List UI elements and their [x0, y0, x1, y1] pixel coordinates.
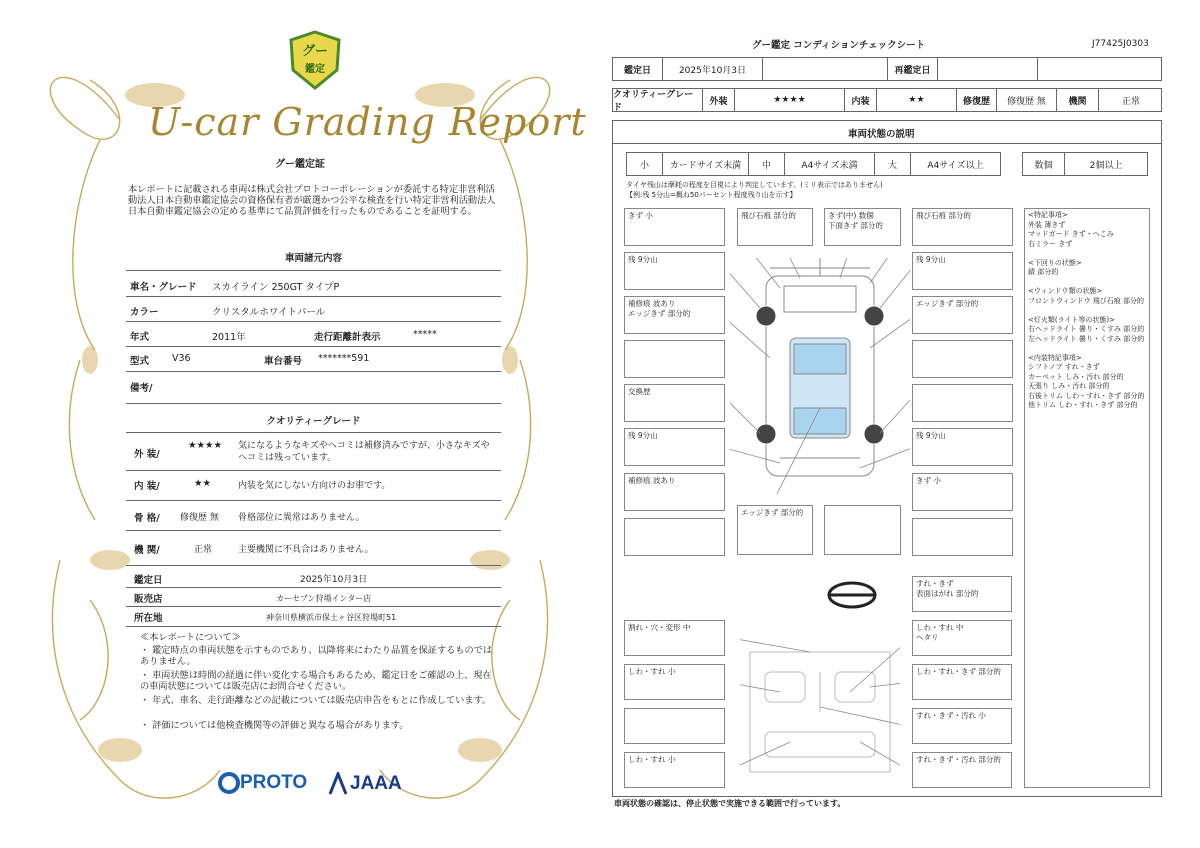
- tire-note: タイヤ残山は摩耗の程度を目視により判定しています。(ミリ表示ではありません): [626, 181, 883, 189]
- damage-box: [912, 473, 1013, 511]
- interior-text: すれ・きず 表面はがれ 部分的: [916, 579, 979, 598]
- model-label: 型式: [130, 356, 150, 367]
- interior-box: [912, 664, 1012, 700]
- size-mid-desc: A4サイズ未満: [785, 153, 875, 175]
- note-item: ・ 年式、車名、走行距離などの記載については販売店申告をもとに作成しています。: [140, 695, 492, 706]
- badge-top-text: グー: [301, 44, 328, 59]
- damage-text: きず 小: [628, 211, 653, 220]
- empty-cell: [763, 58, 888, 80]
- address-value: 神奈川県横浜市保土ヶ谷区狩場町51: [266, 613, 397, 622]
- interior-text: すれ・きず・汚れ 部分的: [916, 755, 1001, 764]
- mileage-value: *****: [413, 329, 437, 340]
- tire-note-example: 【例:残 5分山=概ね50パーセント程度残り山を示す】: [626, 191, 797, 199]
- damage-text: 交換歴: [628, 387, 651, 396]
- footer-note: 車両状態の確認は、停止状態で実施できる範囲で行っています。: [614, 799, 846, 808]
- divider: [126, 565, 501, 566]
- car-name-value: スカイライン 250GT タイプP: [212, 282, 340, 293]
- divider: [126, 432, 501, 433]
- ext-label: 外装: [703, 89, 735, 111]
- color-label: カラー: [130, 307, 159, 318]
- date-label: 鑑定日: [613, 58, 663, 80]
- count-label: 数個: [1023, 153, 1065, 175]
- damage-box: [624, 428, 725, 466]
- date-value: 2025年10月3日: [300, 575, 368, 585]
- color-value: クリスタルホワイトパール: [212, 307, 326, 318]
- divider: [126, 606, 501, 607]
- damage-box: [912, 428, 1013, 466]
- year-label: 年式: [130, 332, 150, 343]
- interior-box: [624, 620, 725, 656]
- repair-label: 修復歴: [957, 89, 997, 111]
- note-item: ・ 鑑定時点の車両状態を示すものであり、以降将来にわたり品質を保証するものではありません。: [140, 645, 493, 667]
- damage-text: 残 9分山: [916, 255, 946, 264]
- damage-box: [737, 208, 813, 246]
- spec-section-title: 車両諸元内容: [284, 253, 342, 264]
- goo-kantei-badge: [287, 30, 343, 90]
- engine-label: 機 関/: [134, 545, 160, 556]
- damage-box: [624, 340, 725, 378]
- damage-text: 残 9分山: [628, 431, 658, 440]
- damage-box: [912, 518, 1013, 556]
- special-notes-box: [1024, 208, 1150, 788]
- divider: [126, 403, 501, 404]
- interior-text: すれ・きず・汚れ 小: [916, 711, 986, 720]
- divider: [126, 296, 501, 297]
- interior-label: 内 装/: [134, 481, 160, 492]
- damage-text: エッジきず 部分的: [741, 508, 804, 517]
- frame-label: 骨 格/: [134, 513, 160, 524]
- damage-text: きず 小: [916, 476, 941, 485]
- quality-section-title: クオリティーグレード: [266, 416, 361, 427]
- interior-text: しわ・すれ 中 ヘタリ: [916, 623, 964, 642]
- interior-box: [624, 752, 725, 788]
- divider: [126, 270, 501, 271]
- damage-box: [624, 252, 725, 290]
- engine-value: 正常: [194, 545, 213, 555]
- damage-text: 補修痕 波あり エッジきず 部分的: [628, 299, 691, 318]
- condition-check-sheet: [600, 0, 1200, 848]
- sheet-id: J77425J0303: [1092, 39, 1149, 49]
- interior-box: [912, 708, 1012, 744]
- chassis-label: 車台番号: [264, 356, 303, 367]
- shop-label: 販売店: [134, 594, 163, 605]
- damage-text: 残 9分山: [916, 431, 946, 440]
- divider: [126, 371, 501, 372]
- size-legend: [626, 152, 1001, 176]
- damage-box: [624, 518, 725, 556]
- date-row: [612, 57, 1162, 81]
- redate-value: [938, 58, 1038, 80]
- damage-text: 飛び石痕 部分的: [741, 211, 796, 220]
- redate-label: 再鑑定日: [888, 58, 938, 80]
- interior-box: [912, 576, 1012, 612]
- proto-logo: [218, 772, 307, 794]
- jaaa-logo-icon: [328, 772, 348, 796]
- damage-text: きず(中) 数個 下面きず 部分的: [828, 211, 883, 230]
- interior-text: しわ・すれ・きず 部分的: [916, 667, 1001, 676]
- certificate-title: グー鑑定証: [275, 159, 325, 170]
- proto-logo-icon: [218, 772, 240, 794]
- size-mid: 中: [749, 153, 785, 175]
- size-large: 大: [875, 153, 911, 175]
- jaaa-logo-text: JAAA: [350, 773, 402, 794]
- note-item: ・ 車両状態は時間の経過に伴い変化する場合もあるため、鑑定日をご確認の上、現在の車両状態については販売店にお問合せください。: [140, 670, 492, 692]
- state-title: 車両状態の説明: [848, 129, 915, 140]
- damage-box: [824, 505, 901, 555]
- count-legend: [1022, 152, 1148, 176]
- notes-title: ≪本レポートについて≫: [140, 632, 241, 643]
- damage-box: [912, 384, 1013, 422]
- repair-value: 修復歴 無: [997, 89, 1057, 111]
- divider: [612, 143, 1162, 144]
- intro-text: 本レポートに記載される車両は株式会社プロトコーポレーションが委託する特定非営利活動法人日本自動車鑑定協会の資格保有者が厳選かつ公平な検査を行い特定非営利活動法人日本自動車鑑定協会の定める基準にて品質評価を行ったものであることを証明する。: [128, 184, 496, 217]
- damage-text: 飛び石痕 部分的: [916, 211, 971, 220]
- frame-value: 修復歴 無: [180, 513, 219, 523]
- damage-box: [912, 340, 1013, 378]
- divider: [126, 587, 501, 588]
- exterior-stars: ★★★★: [188, 440, 223, 451]
- size-small-desc: カードサイズ未満: [663, 153, 749, 175]
- car-top-view-diagram: [730, 258, 910, 494]
- divider: [126, 530, 501, 531]
- interior-box: [912, 620, 1012, 656]
- ext-stars: ★★★★: [735, 89, 845, 111]
- engine-label: 機関: [1057, 89, 1099, 111]
- damage-box: [624, 473, 725, 511]
- interior-text: 割れ・穴・変形 中: [628, 623, 691, 632]
- damage-box: [624, 208, 725, 246]
- grade-row: [612, 88, 1162, 112]
- proto-logo-text: PROTO: [240, 772, 308, 793]
- divider: [126, 626, 501, 627]
- damage-box: [912, 296, 1013, 334]
- interior-stars: ★★: [194, 478, 212, 489]
- damage-box: [624, 296, 725, 334]
- int-label: 内装: [845, 89, 877, 111]
- size-small: 小: [627, 153, 663, 175]
- damage-text: エッジきず 部分的: [916, 299, 979, 308]
- damage-box: [624, 384, 725, 422]
- damage-box: [912, 208, 1013, 246]
- note-item: ・ 評価については他検査機関等の評価と異なる場合があります。: [140, 720, 409, 731]
- interior-box: [912, 752, 1012, 788]
- shop-value: カーセブン狩場インター店: [276, 594, 372, 603]
- chassis-value: *******591: [318, 353, 370, 364]
- report-script-title: U-car Grading Report: [148, 100, 587, 144]
- interior-box: [624, 708, 725, 744]
- count-desc: 2個以上: [1089, 160, 1123, 171]
- engine-value: 正常: [1121, 96, 1140, 107]
- exterior-text: 気になるようなキズやヘコミは補修済みですが、小さなキズやヘコミは残っています。: [238, 441, 490, 463]
- model-value: V36: [172, 353, 191, 364]
- special-notes-text: <特記事項> 外装 薄きず マッドガード きず・へこみ 右ミラー きず <下回りの状態> 錆 部分的 <ウィンドウ類の状態> フロントウィンドウ 飛び石痕 部分的 <灯火類(ライト等の状態)> 右ヘッドライト 曇り・くすみ 部分的 左ヘッドライト 曇り・くすみ 部分的 <内装特記事項> シフトノブ すれ・きず カーペット しみ・汚れ 部分的 天張り しみ・汚れ 部分的 右後トリム しわ・すれ・きず 部分的 他トリム しわ・すれ・きず 部分的: [1028, 211, 1145, 409]
- divider: [126, 470, 501, 471]
- exterior-label: 外 装/: [134, 449, 160, 460]
- damage-text: 残 9分山: [628, 255, 658, 264]
- jaaa-logo: [328, 772, 402, 796]
- year-value: 2011年: [212, 332, 246, 343]
- int-stars: ★★: [877, 89, 957, 111]
- divider: [126, 346, 501, 347]
- address-label: 所在地: [134, 613, 163, 624]
- interior-text: 内装を気にしない方向けのお車です。: [238, 481, 391, 491]
- date-label: 鑑定日: [134, 575, 163, 586]
- interior-text: しわ・すれ 小: [628, 755, 676, 764]
- size-large-desc: A4サイズ以上: [927, 160, 984, 171]
- divider: [126, 321, 501, 322]
- car-name-label: 車名・グレード: [130, 282, 197, 293]
- damage-box: [912, 252, 1013, 290]
- engine-text: 主要機関に不具合はありません。: [238, 545, 374, 555]
- interior-text: しわ・すれ 小: [628, 667, 676, 676]
- steering-wheel-icon: [826, 580, 878, 610]
- interior-box: [624, 664, 725, 700]
- frame-text: 骨格部位に異常はありません。: [238, 513, 365, 523]
- remarks-label: 備考/: [130, 383, 153, 394]
- divider: [126, 500, 501, 501]
- qg-label: クオリティーグレード: [613, 89, 703, 111]
- sheet-title: グー鑑定 コンディションチェックシート: [752, 40, 926, 51]
- badge-bottom-text: 鑑定: [305, 64, 325, 75]
- mileage-label: 走行距離計表示: [314, 332, 381, 343]
- damage-box: [737, 505, 813, 555]
- damage-text: 補修痕 波あり: [628, 476, 676, 485]
- damage-box: [824, 208, 901, 246]
- interior-diagram: [740, 632, 900, 792]
- date-value: 2025年10月3日: [663, 58, 763, 80]
